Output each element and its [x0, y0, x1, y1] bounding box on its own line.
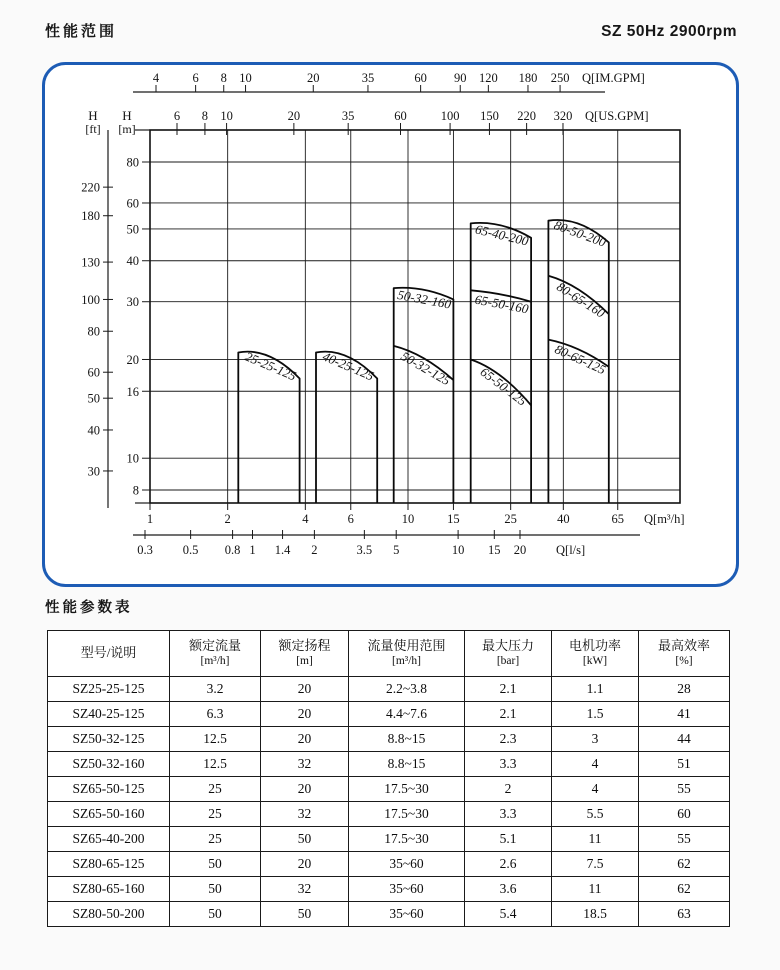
value-cell: 11	[552, 827, 639, 852]
svg-text:220: 220	[81, 180, 100, 195]
table-title: 性能参数表	[45, 600, 133, 616]
svg-text:35: 35	[341, 109, 355, 123]
value-cell: 2.1	[465, 702, 552, 727]
table-row	[48, 802, 730, 827]
column-header: 额定流量 [m³/h]	[170, 631, 261, 677]
model-cell: SZ80-65-125	[48, 852, 170, 877]
performance-range-chart	[42, 62, 739, 587]
value-cell: 25	[170, 802, 261, 827]
svg-text:100: 100	[440, 109, 460, 123]
svg-text:250: 250	[550, 71, 570, 85]
value-cell: 2	[465, 777, 552, 802]
svg-text:150: 150	[480, 109, 499, 123]
svg-text:40: 40	[126, 254, 139, 269]
svg-text:35: 35	[361, 71, 375, 85]
value-cell: 7.5	[552, 852, 639, 877]
value-cell: 62	[639, 852, 730, 877]
model-cell: SZ65-50-125	[48, 777, 170, 802]
svg-text:15: 15	[488, 543, 501, 557]
svg-text:[m]: [m]	[118, 122, 136, 136]
svg-text:4: 4	[302, 512, 309, 526]
table-row	[48, 752, 730, 777]
svg-text:1: 1	[146, 512, 154, 526]
svg-text:6: 6	[192, 71, 199, 85]
value-cell: 17.5~30	[349, 777, 465, 802]
svg-text:6: 6	[347, 512, 354, 526]
model-cell: SZ25-25-125	[48, 677, 170, 702]
svg-text:220: 220	[517, 109, 536, 123]
value-cell: 28	[639, 677, 730, 702]
value-cell: 18.5	[552, 902, 639, 927]
value-cell: 50	[261, 902, 349, 927]
svg-text:65-40-200: 65-40-200	[473, 221, 531, 249]
value-cell: 8.8~15	[349, 727, 465, 752]
svg-text:120: 120	[478, 71, 498, 85]
svg-text:20: 20	[307, 71, 320, 85]
value-cell: 50	[170, 877, 261, 902]
svg-text:50: 50	[126, 222, 139, 237]
svg-text:40: 40	[557, 512, 570, 526]
value-cell: 60	[639, 802, 730, 827]
performance-range-chart-panel	[42, 62, 739, 587]
value-cell: 44	[639, 727, 730, 752]
value-cell: 2.1	[465, 677, 552, 702]
svg-text:Q[l/s]: Q[l/s]	[556, 543, 586, 557]
table-row	[48, 702, 730, 727]
value-cell: 6.3	[170, 702, 261, 727]
svg-text:20: 20	[513, 543, 527, 557]
value-cell: 20	[261, 777, 349, 802]
value-cell: 5.1	[465, 827, 552, 852]
value-cell: 50	[170, 852, 261, 877]
svg-text:20: 20	[126, 352, 139, 367]
svg-text:60: 60	[126, 196, 139, 211]
svg-text:180: 180	[518, 71, 538, 85]
value-cell: 3	[552, 727, 639, 752]
table-body	[48, 677, 730, 927]
table-header-row	[48, 631, 730, 677]
svg-text:180: 180	[81, 209, 100, 224]
svg-text:H: H	[122, 108, 132, 123]
svg-text:Q[US.GPM]: Q[US.GPM]	[585, 109, 649, 123]
value-cell: 3.3	[465, 802, 552, 827]
svg-text:8: 8	[201, 109, 209, 123]
model-speed-title: SZ 50Hz 2900rpm	[601, 23, 737, 40]
value-cell: 17.5~30	[349, 827, 465, 852]
column-header: 电机功率 [kW]	[552, 631, 639, 677]
model-cell: SZ65-40-200	[48, 827, 170, 852]
svg-text:320: 320	[553, 109, 573, 123]
model-cell: SZ80-65-160	[48, 877, 170, 902]
value-cell: 55	[639, 827, 730, 852]
value-cell: 4.4~7.6	[349, 702, 465, 727]
svg-text:30: 30	[87, 464, 100, 479]
svg-text:10: 10	[401, 512, 415, 526]
value-cell: 32	[261, 802, 349, 827]
value-cell: 20	[261, 852, 349, 877]
svg-text:16: 16	[126, 384, 139, 399]
value-cell: 20	[261, 702, 349, 727]
svg-text:80-65-160: 80-65-160	[554, 278, 608, 321]
value-cell: 1.5	[552, 702, 639, 727]
svg-text:50: 50	[87, 391, 100, 406]
svg-text:80-65-125: 80-65-125	[552, 341, 609, 378]
value-cell: 35~60	[349, 877, 465, 902]
column-header: 额定扬程 [m]	[261, 631, 349, 677]
svg-text:50-32-125: 50-32-125	[398, 348, 454, 389]
value-cell: 2.2~3.8	[349, 677, 465, 702]
svg-text:8: 8	[132, 483, 139, 498]
value-cell: 41	[639, 702, 730, 727]
svg-text:2: 2	[224, 512, 231, 526]
value-cell: 4	[552, 777, 639, 802]
value-cell: 5.4	[465, 902, 552, 927]
table-row	[48, 877, 730, 902]
svg-text:8: 8	[220, 71, 227, 85]
table-row	[48, 852, 730, 877]
svg-text:Q[IM.GPM]: Q[IM.GPM]	[582, 71, 645, 85]
svg-text:80: 80	[87, 324, 100, 339]
svg-text:50-32-160: 50-32-160	[396, 286, 453, 312]
page-header	[45, 20, 737, 41]
svg-text:0.3: 0.3	[137, 543, 153, 557]
svg-text:15: 15	[447, 512, 460, 526]
value-cell: 12.5	[170, 752, 261, 777]
value-cell: 55	[639, 777, 730, 802]
svg-text:25-25-125: 25-25-125	[242, 348, 299, 384]
page-title: 性能范围	[45, 23, 118, 40]
svg-text:0.5: 0.5	[182, 543, 199, 557]
value-cell: 5.5	[552, 802, 639, 827]
svg-text:10: 10	[239, 71, 252, 85]
value-cell: 63	[639, 902, 730, 927]
column-header: 最大压力 [bar]	[465, 631, 552, 677]
column-header: 型号/说明	[48, 631, 170, 677]
svg-text:6: 6	[173, 109, 181, 123]
svg-text:1.4: 1.4	[274, 543, 291, 557]
value-cell: 2.6	[465, 852, 552, 877]
value-cell: 3.3	[465, 752, 552, 777]
value-cell: 50	[170, 902, 261, 927]
performance-parameter-table	[47, 630, 730, 927]
svg-text:10: 10	[451, 543, 465, 557]
value-cell: 8.8~15	[349, 752, 465, 777]
svg-text:80-50-200: 80-50-200	[552, 217, 609, 250]
value-cell: 12.5	[170, 727, 261, 752]
table-header-row	[48, 631, 730, 677]
svg-text:4: 4	[152, 71, 160, 85]
value-cell: 62	[639, 877, 730, 902]
table-row	[48, 777, 730, 802]
value-cell: 17.5~30	[349, 802, 465, 827]
model-cell: SZ40-25-125	[48, 702, 170, 727]
svg-text:H: H	[88, 108, 98, 123]
svg-text:60: 60	[87, 365, 100, 380]
svg-text:10: 10	[126, 451, 139, 466]
svg-text:10: 10	[220, 109, 233, 123]
value-cell: 32	[261, 877, 349, 902]
svg-text:60: 60	[414, 71, 427, 85]
value-cell: 51	[639, 752, 730, 777]
svg-text:80: 80	[126, 155, 139, 170]
svg-text:60: 60	[394, 109, 407, 123]
svg-text:90: 90	[453, 71, 467, 85]
value-cell: 3.2	[170, 677, 261, 702]
chart-border	[44, 64, 738, 586]
value-cell: 1.1	[552, 677, 639, 702]
value-cell: 20	[261, 677, 349, 702]
value-cell: 3.6	[465, 877, 552, 902]
svg-text:1: 1	[249, 543, 256, 557]
svg-text:20: 20	[287, 109, 301, 123]
model-cell: SZ50-32-125	[48, 727, 170, 752]
table-row	[48, 677, 730, 702]
table-row	[48, 827, 730, 852]
value-cell: 20	[261, 727, 349, 752]
value-cell: 25	[170, 827, 261, 852]
table-row	[48, 727, 730, 752]
svg-text:100: 100	[81, 292, 100, 307]
model-cell: SZ80-50-200	[48, 902, 170, 927]
svg-text:65: 65	[611, 512, 624, 526]
svg-text:65-50-160: 65-50-160	[473, 291, 530, 317]
svg-text:0.8: 0.8	[224, 543, 241, 557]
svg-text:5: 5	[393, 543, 400, 557]
column-header: 流量使用范围 [m³/h]	[349, 631, 465, 677]
value-cell: 32	[261, 752, 349, 777]
model-cell: SZ50-32-160	[48, 752, 170, 777]
svg-text:2: 2	[311, 543, 318, 557]
model-cell: SZ65-50-160	[48, 802, 170, 827]
value-cell: 35~60	[349, 852, 465, 877]
value-cell: 4	[552, 752, 639, 777]
svg-text:25: 25	[504, 512, 517, 526]
value-cell: 35~60	[349, 902, 465, 927]
svg-text:40: 40	[87, 423, 100, 438]
table-row	[48, 902, 730, 927]
svg-text:65-50-125: 65-50-125	[477, 364, 530, 409]
value-cell: 50	[261, 827, 349, 852]
value-cell: 11	[552, 877, 639, 902]
svg-text:130: 130	[81, 255, 100, 270]
svg-text:[ft]: [ft]	[85, 122, 101, 136]
svg-text:Q[m³/h]: Q[m³/h]	[644, 512, 685, 526]
value-cell: 2.3	[465, 727, 552, 752]
column-header: 最高效率 [%]	[639, 631, 730, 677]
svg-text:3.5: 3.5	[356, 543, 373, 557]
value-cell: 25	[170, 777, 261, 802]
svg-text:40-25-125: 40-25-125	[320, 348, 377, 384]
svg-text:30: 30	[126, 295, 139, 310]
